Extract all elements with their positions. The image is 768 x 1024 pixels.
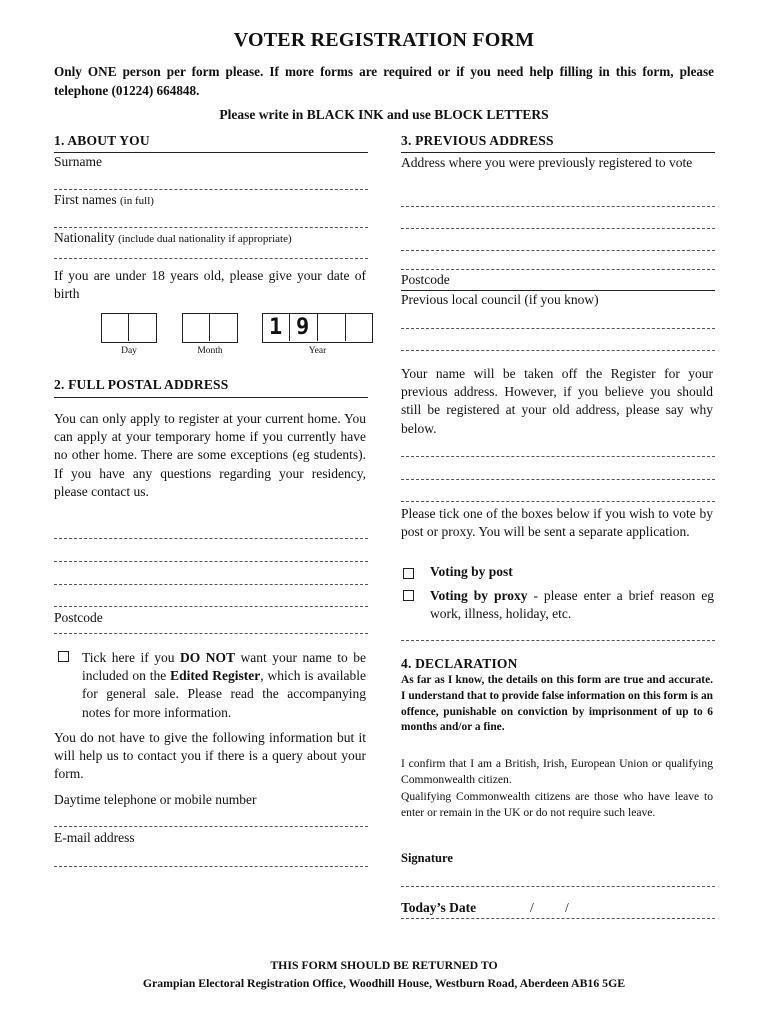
reason-line-1[interactable] (401, 456, 715, 457)
previous-council-line-2[interactable] (401, 350, 715, 351)
section-about-you-heading: 1. ABOUT YOU (54, 133, 150, 148)
previous-council-label: Previous local council (if you know) (401, 292, 599, 307)
signature-label: Signature (401, 851, 453, 865)
previous-postcode-label: Postcode (401, 272, 450, 287)
dob-year-caption: Year (308, 346, 327, 356)
optional-info-text: You do not have to give the following information but it will help us to contact you if there is a query about your form. (54, 730, 366, 782)
reason-line-3[interactable] (401, 501, 715, 502)
section-divider (401, 152, 715, 153)
email-label: E-mail address (54, 830, 135, 845)
surname-field[interactable] (54, 189, 368, 190)
previous-postcode-field[interactable] (401, 290, 715, 291)
edited-register-text: Tick here if you DO NOT want your name to be included on the Edited Register, which is available for general sale. Please read the accompanying notes for more information. (82, 650, 367, 720)
ink-instructions: Please write in BLACK INK and use BLOCK LETTERS (219, 107, 549, 122)
previous-council-line-1[interactable] (401, 328, 715, 329)
postal-address-instructions: You can only apply to register at your current home. You can apply at your temporary home if you currently have no other home. There are some exceptions (eg students). If you have any questions regarding your residency, please contact us. (54, 411, 366, 499)
dob-day-input[interactable] (101, 313, 157, 343)
voting-by-proxy-label: Voting by proxy - please enter a brief reason eg work, illness, holiday, etc. (430, 588, 714, 622)
dob-day-caption: Day (121, 346, 137, 356)
address-line-3[interactable] (54, 584, 368, 585)
postcode-field[interactable] (54, 633, 368, 634)
phone-label: Daytime telephone or mobile number (54, 792, 257, 807)
previous-address-line-2[interactable] (401, 228, 715, 229)
edited-register-checkbox[interactable] (58, 651, 69, 662)
reason-line-2[interactable] (401, 479, 715, 480)
signature-field[interactable] (401, 886, 715, 887)
proxy-reason-field[interactable] (401, 640, 715, 641)
previous-address-line-4[interactable] (401, 269, 715, 270)
address-line-2[interactable] (54, 561, 368, 562)
postal-proxy-instructions: Please tick one of the boxes below if you wish to vote by post or proxy. You will be sent a separate application. (401, 506, 713, 540)
surname-label: Surname (54, 154, 102, 169)
nationality-text: Nationality (54, 230, 115, 245)
return-address: Grampian Electoral Registration Office, Woodhill House, Westburn Road, Aberdeen AB16 5GE (142, 976, 626, 990)
phone-field[interactable] (54, 826, 368, 827)
voting-by-post-label: Voting by post (430, 564, 513, 579)
first-names-note: (in full) (120, 195, 154, 207)
register-removal-text: Your name will be taken off the Register for your previous address. However, if you believe you should still be registered at your old address, please say why below. (401, 366, 713, 436)
dob-month-caption: Month (197, 346, 223, 356)
citizenship-confirmation: I confirm that I am a British, Irish, European Union or qualifying Commonwealth citizen. (401, 757, 713, 786)
previous-address-line-3[interactable] (401, 250, 715, 251)
intro-instructions: Only ONE person per form please. If more forms are required or if you need help filling in this form, please telephone (01224) 664848. (54, 64, 714, 98)
postcode-label: Postcode (54, 610, 103, 625)
section-divider (54, 152, 368, 153)
todays-date-label: Today’s Date (401, 900, 477, 915)
nationality-field[interactable] (54, 258, 368, 259)
section-declaration-heading: 4. DECLARATION (401, 656, 518, 671)
date-separator: / (565, 900, 569, 915)
section-postal-address-heading: 2. FULL POSTAL ADDRESS (54, 377, 229, 392)
return-instructions: THIS FORM SHOULD BE RETURNED TO (270, 958, 498, 972)
voting-by-post-checkbox[interactable] (403, 568, 414, 579)
nationality-note: (include dual nationality if appropriate) (118, 233, 292, 245)
section-previous-address-heading: 3. PREVIOUS ADDRESS (401, 133, 554, 148)
todays-date-field[interactable] (401, 918, 715, 919)
dob-year-input[interactable] (262, 313, 373, 343)
section-divider (54, 397, 368, 398)
date-separator: / (530, 900, 534, 915)
dob-instructions: If you are under 18 years old, please give your date of birth (54, 268, 366, 302)
email-field[interactable] (54, 866, 368, 867)
previous-address-instructions: Address where you were previously registered to vote (401, 155, 693, 170)
address-line-4[interactable] (54, 606, 368, 607)
dob-year-digit: 9 (296, 315, 310, 340)
nationality-label (54, 230, 292, 246)
dob-year-digit: 1 (269, 315, 283, 340)
previous-address-line-1[interactable] (401, 206, 715, 207)
first-names-field[interactable] (54, 227, 368, 228)
first-names-text: First names (54, 192, 117, 207)
address-line-1[interactable] (54, 538, 368, 539)
declaration-statement: As far as I know, the details on this form are true and accurate. I understand that to provide false information on this form is an offence, punishable on conviction by imprisonment of up to 6 months and/or a fine. (401, 674, 713, 734)
voting-by-proxy-checkbox[interactable] (403, 590, 414, 601)
form-title: VOTER REGISTRATION FORM (233, 29, 535, 51)
commonwealth-note: Qualifying Commonwealth citizens are those who have leave to enter or remain in the UK or do not require such leave. (401, 790, 713, 819)
dob-month-input[interactable] (182, 313, 238, 343)
first-names-label (54, 192, 154, 208)
